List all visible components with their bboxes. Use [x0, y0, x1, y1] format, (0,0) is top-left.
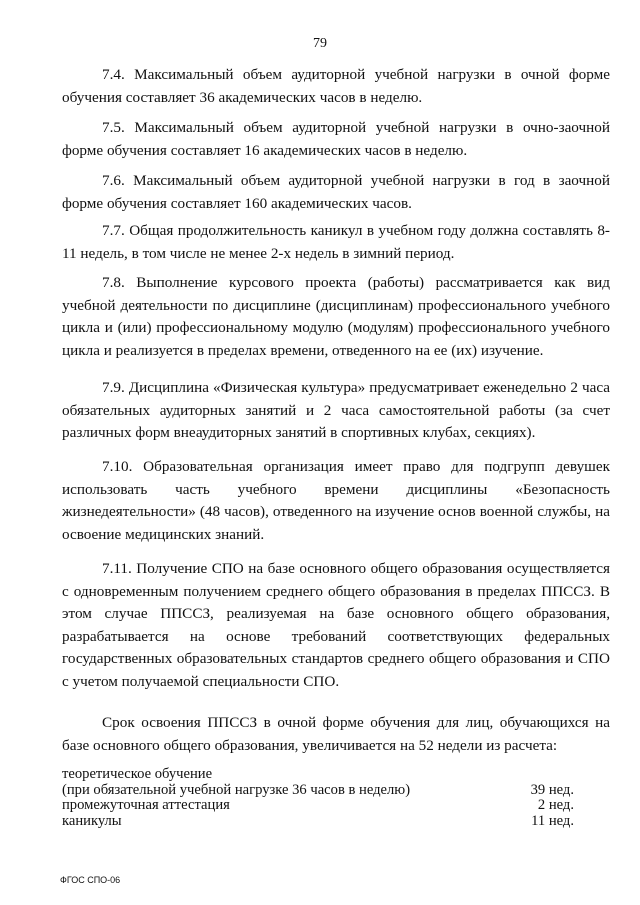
paragraph-7-5: 7.5. Максимальный объем аудиторной учебной нагрузки в очно-заочной форме обучения составляет 16 академических часов в неделю.: [62, 119, 610, 159]
calc-label: промежуточная аттестация: [62, 797, 230, 813]
paragraph-7-7: 7.7. Общая продолжительность каникул в учебном году должна составлять 8-11 недель, в том числе не менее 2-х недель в зимний период.: [62, 222, 610, 262]
calc-label: (при обязательной учебной нагрузке 36 часов в неделю): [62, 781, 411, 798]
page-number: 79: [313, 36, 327, 51]
paragraph-study-term: Срок освоения ППССЗ в очной форме обучения для лиц, обучающихся на базе основного общего образования, увеличивается на 52 недели из расчета:: [62, 714, 610, 754]
paragraph-7-6: 7.6. Максимальный объем аудиторной учебной нагрузки в год в заочной форме обучения составляет 160 академических часов.: [62, 172, 610, 212]
calc-label: каникулы: [62, 812, 122, 829]
calc-label: теоретическое обучение: [62, 766, 213, 782]
paragraph-7-9: 7.9. Дисциплина «Физическая культура» предусматривает еженедельно 2 часа обязательных аудиторных занятий и 2 часа самостоятельной работы (за счет различных форм внеаудиторных занятий в спортивных клубах, секциях).: [62, 379, 610, 441]
footer-document-code: ФГОС СПО-06: [60, 875, 121, 885]
calc-row-theory-load: [62, 783, 582, 799]
calc-value: 2 нед.: [537, 797, 574, 813]
paragraph-7-8: 7.8. Выполнение курсового проекта (работы) рассматривается как вид учебной деятельности по дисциплине (дисциплинам) профессионального учебного цикла и (или) профессиональному модулю (модулям) профессионального учебного цикла и реализуется в пределах времени, отведенного на ее (их) изучение.: [62, 274, 610, 359]
calc-value: 39 нед.: [530, 781, 574, 798]
calc-row-theory: [62, 767, 582, 783]
paragraph-7-10: 7.10. Образовательная организация имеет право для подгрупп девушек использовать часть учебного времени дисциплины «Безопасность жизнедеятельности» (48 часов), отведенного на изучение основ военной службы, на освоение медицинских знаний.: [62, 458, 610, 543]
paragraph-7-11: 7.11. Получение СПО на базе основного общего образования осуществляется с одновременным получением среднего общего образования в пределах ППССЗ. В этом случае ППССЗ, реализуемая на базе основного общего образования, разрабатывается на основе требований соответствующих федеральных государственных образовательных стандартов среднего общего образования и СПО с учетом получаемой специальности СПО.: [62, 560, 610, 690]
study-term-calculation: [62, 767, 582, 829]
calc-row-holidays: [62, 814, 582, 830]
paragraph-7-4: 7.4. Максимальный объем аудиторной учебной нагрузки в очной форме обучения составляет 36 академических часов в неделю.: [62, 66, 610, 106]
calc-value: 11 нед.: [531, 812, 574, 829]
calc-row-attestation: [62, 798, 582, 814]
